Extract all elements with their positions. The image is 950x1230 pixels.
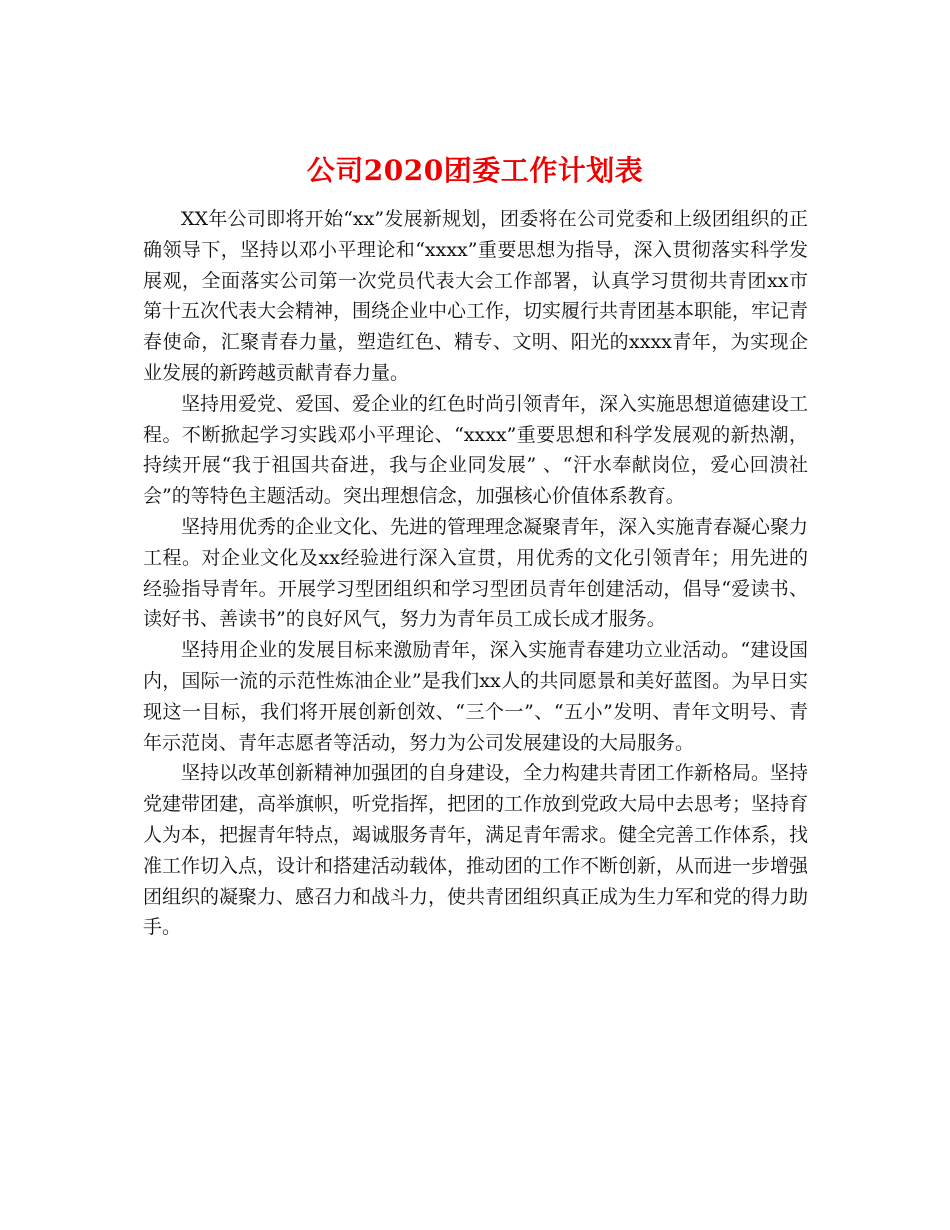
paragraph-4: 坚持用企业的发展目标来激励青年，深入实施青春建功立业活动。“建设国内，国际一流的示范性炼油企业”是我们xx人的共同愿景和美好蓝图。为早日实现这一目标，我们将开展创新创效、“三个一”、“五小”发明、青年文明号、青年示范岗、青年志愿者等活动，努力为公司发展建设的大局服务。 xyxy=(143,639,808,754)
paragraph-5: 坚持以改革创新精神加强团的自身建设，全力构建共青团工作新格局。坚持党建带团建，高举旗帜，听党指挥，把团的工作放到党政大局中去思考；坚持育人为本，把握青年特点，竭诚服务青年，满足青年需求。健全完善工作体系，找准工作切入点，设计和搭建活动载体，推动团的工作不断创新，从而进一步增强团组织的凝聚力、感召力和战斗力，使共青团组织真正成为生力军和党的得力助手。 xyxy=(143,762,809,939)
paragraph-3: 坚持用优秀的企业文化、先进的管理理念凝聚青年，深入实施青春凝心聚力工程。对企业文化及xx经验进行深入宣贯，用优秀的文化引领青年；用先进的经验指导青年。开展学习型团组织和学习型团员青年创建活动，倡导“爱读书、读好书、善读书”的良好风气，努力为青年员工成长成才服务。 xyxy=(143,515,809,631)
document-title: 公司2020团委工作计划表 xyxy=(306,153,644,187)
document-body xyxy=(143,204,808,943)
paragraph-2: 坚持用爱党、爱国、爱企业的红色时尚引领青年，深入实施思想道德建设工程。不断掀起学习实践邓小平理论、“xxxx”重要思想和科学发展观的新热潮，持续开展“我于祖国共奋进，我与企业同发展” 、“汗水奉献岗位，爱心回溃社会”的等特色主题活动。突出理想信念，加强核心价值体系教育。 xyxy=(143,392,809,508)
paragraph-1: XX年公司即将开始“xx”发展新规划，团委将在公司党委和上级团组织的正确领导下，坚持以邓小平理论和“xxxx”重要思想为指导，深入贯彻落实科学发展观，全面落实公司第一次党员代表大会工作部署，认真学习贯彻共青团xx市第十五次代表大会精神，围绕企业中心工作，切实履行共青团基本职能，牢记青春使命，汇聚青春力量，塑造红色、精专、文明、阳光的xxxx青年，为实现企业发展的新跨越贡献青春力量。 xyxy=(143,208,809,384)
